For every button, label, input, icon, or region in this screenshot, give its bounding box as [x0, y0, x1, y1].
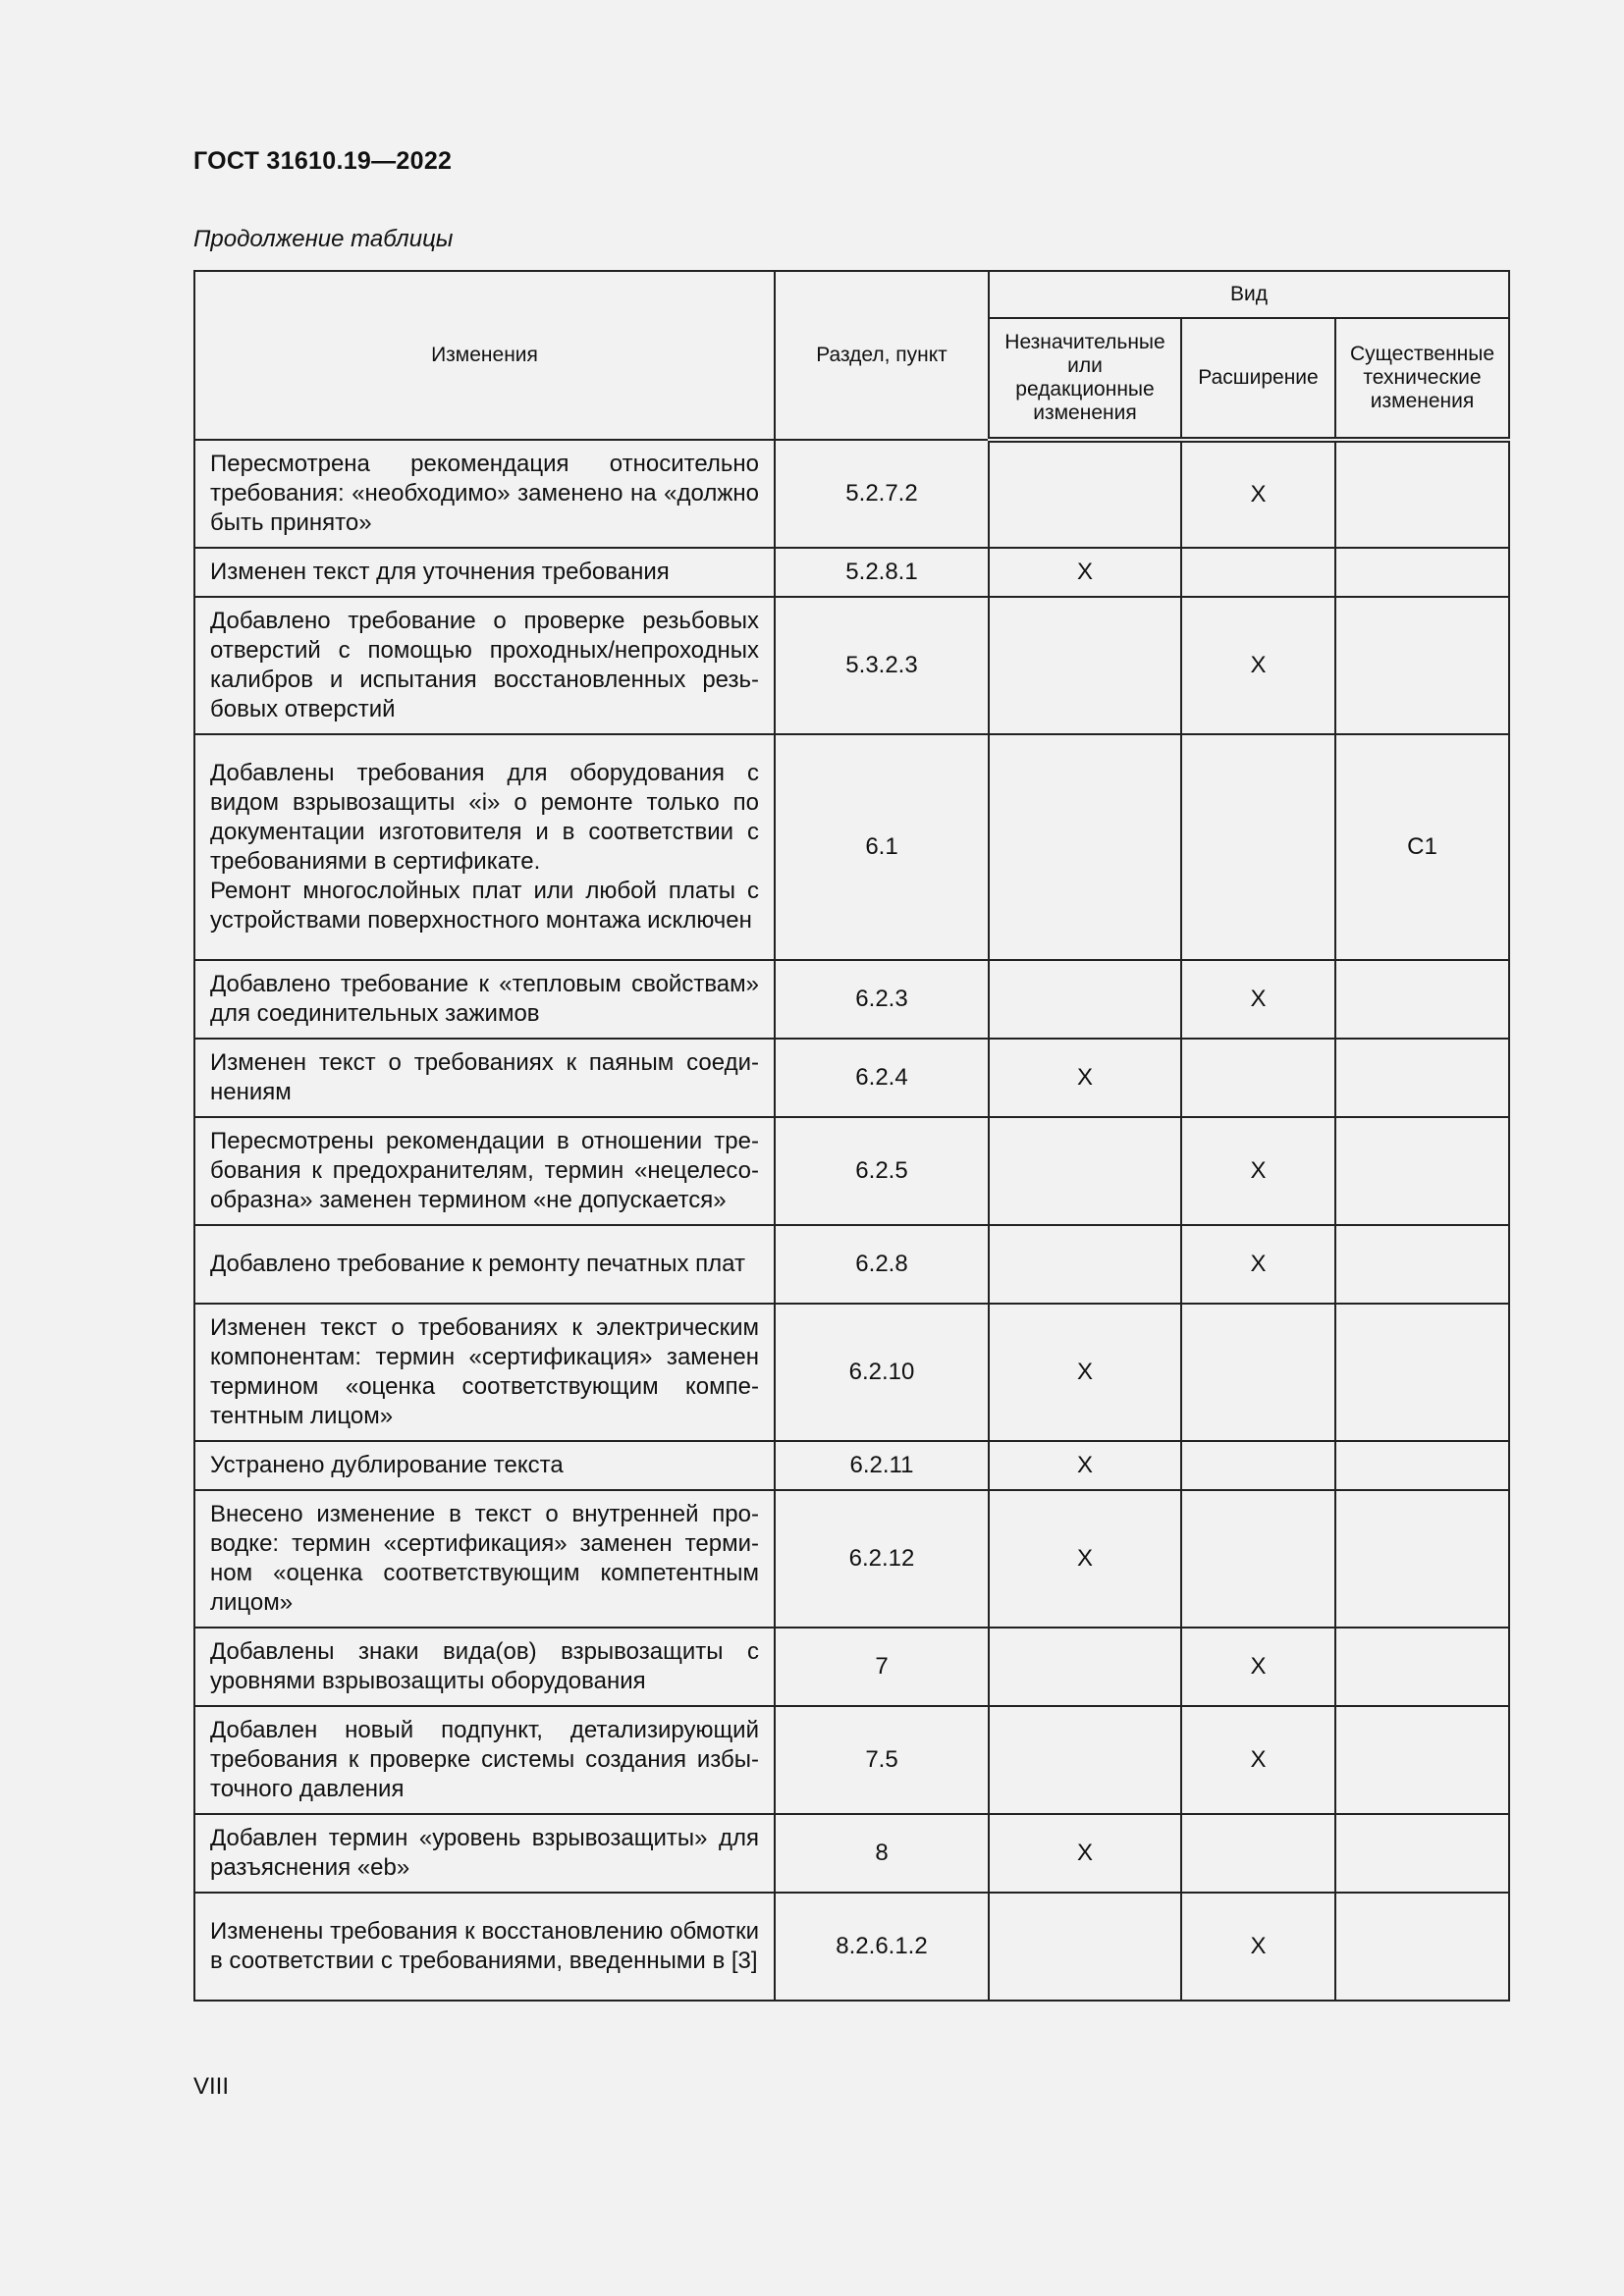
change-description-cell: Изменен текст о требованиях к паяным соединениям [194, 1039, 775, 1117]
header-extension: Расширение [1181, 318, 1335, 440]
extension-cell [1181, 1039, 1335, 1117]
table-row [194, 1225, 1509, 1304]
minor-change-cell: X [989, 548, 1181, 597]
substantial-change-cell [1335, 1706, 1509, 1814]
minor-change-cell: X [989, 1814, 1181, 1893]
header-section: Раздел, пункт [775, 271, 989, 440]
minor-change-cell [989, 734, 1181, 960]
substantial-change-cell [1335, 1814, 1509, 1893]
header-changes: Изменения [194, 271, 775, 440]
minor-change-cell [989, 1706, 1181, 1814]
extension-cell: X [1181, 1117, 1335, 1225]
header-substantial: Существенные технические изменения [1335, 318, 1509, 440]
table-row [194, 1117, 1509, 1225]
section-cell: 5.3.2.3 [775, 597, 989, 734]
minor-change-cell [989, 1628, 1181, 1706]
minor-change-cell: X [989, 1304, 1181, 1441]
section-cell: 6.2.8 [775, 1225, 989, 1304]
section-cell: 6.2.11 [775, 1441, 989, 1490]
minor-change-cell: X [989, 1039, 1181, 1117]
table-continuation-caption: Продолжение таблицы [193, 226, 454, 252]
extension-cell [1181, 734, 1335, 960]
substantial-change-cell [1335, 1117, 1509, 1225]
substantial-change-cell [1335, 1304, 1509, 1441]
section-cell: 8.2.6.1.2 [775, 1893, 989, 2001]
minor-change-cell [989, 1893, 1181, 2001]
extension-cell [1181, 548, 1335, 597]
substantial-change-cell [1335, 1628, 1509, 1706]
minor-change-cell [989, 597, 1181, 734]
table-row [194, 440, 1509, 548]
extension-cell: X [1181, 1706, 1335, 1814]
extension-cell: X [1181, 1893, 1335, 2001]
header-minor: Незначительные или редакционные изменения [989, 318, 1181, 440]
change-description-cell: Добавлено требование к ремонту печатных плат [194, 1225, 775, 1304]
section-cell: 6.2.12 [775, 1490, 989, 1628]
change-description-cell: Внесено изменение в текст о внутренней проводке: термин «сертификация» заменен термином «оценка соответствующим компетентным лицом» [194, 1490, 775, 1628]
minor-change-cell [989, 960, 1181, 1039]
extension-cell: X [1181, 440, 1335, 548]
minor-change-cell: X [989, 1490, 1181, 1628]
change-description-cell: Добавлен термин «уровень взрывозащиты» для разъяснения «eb» [194, 1814, 775, 1893]
change-description-cell: Изменены требования к восстановлению обмотки в соответствии с требованиями, введенными в [3] [194, 1893, 775, 2001]
table-row [194, 1304, 1509, 1441]
extension-cell: X [1181, 1628, 1335, 1706]
section-cell: 6.2.4 [775, 1039, 989, 1117]
table-row [194, 548, 1509, 597]
changes-table [193, 270, 1510, 2002]
minor-change-cell [989, 1117, 1181, 1225]
substantial-change-cell [1335, 548, 1509, 597]
change-description-cell: Добавлен новый подпункт, детализирующий требования к проверке системы создания избыточного давления [194, 1706, 775, 1814]
substantial-change-cell: С1 [1335, 734, 1509, 960]
minor-change-cell: X [989, 1441, 1181, 1490]
extension-cell [1181, 1490, 1335, 1628]
substantial-change-cell [1335, 1490, 1509, 1628]
document-code: ГОСТ 31610.19—2022 [193, 147, 453, 175]
section-cell: 6.2.10 [775, 1304, 989, 1441]
substantial-change-cell [1335, 960, 1509, 1039]
table-row [194, 1039, 1509, 1117]
change-description-cell: Пересмотрена рекомендация относительно требования: «необходимо» заменено на «должно быть принято» [194, 440, 775, 548]
change-description-cell: Пересмотрены рекомендации в отношении требования к предохранителям, термин «нецелесообразна» заменен термином «не допускается» [194, 1117, 775, 1225]
table-row [194, 1893, 1509, 2001]
table-row [194, 1628, 1509, 1706]
extension-cell: X [1181, 1225, 1335, 1304]
substantial-change-cell [1335, 1039, 1509, 1117]
header-kind: Вид [989, 271, 1509, 318]
section-cell: 6.2.5 [775, 1117, 989, 1225]
section-cell: 5.2.8.1 [775, 548, 989, 597]
table-row [194, 597, 1509, 734]
table-row [194, 734, 1509, 960]
change-description-cell: Добавлены знаки вида(ов) взрывозащиты с уровнями взрывозащиты оборудования [194, 1628, 775, 1706]
table-row [194, 960, 1509, 1039]
change-description-cell: Изменен текст для уточнения требования [194, 548, 775, 597]
table-body [194, 440, 1509, 2001]
extension-cell: X [1181, 597, 1335, 734]
extension-cell [1181, 1814, 1335, 1893]
change-description-cell: Добавлено требование о проверке резьбовых отверстий с помощью проходных/непроходных калибров и испытания восстановленных резьбовых отверстий [194, 597, 775, 734]
table-row [194, 1490, 1509, 1628]
extension-cell: X [1181, 960, 1335, 1039]
section-cell: 6.2.3 [775, 960, 989, 1039]
substantial-change-cell [1335, 1225, 1509, 1304]
substantial-change-cell [1335, 1441, 1509, 1490]
change-description-cell: Добавлено требование к «тепловым свойствам» для соединительных зажимов [194, 960, 775, 1039]
section-cell: 6.1 [775, 734, 989, 960]
table-row [194, 1706, 1509, 1814]
change-description-cell: Устранено дублирование текста [194, 1441, 775, 1490]
substantial-change-cell [1335, 1893, 1509, 2001]
minor-change-cell [989, 1225, 1181, 1304]
table-row [194, 1814, 1509, 1893]
section-cell: 7 [775, 1628, 989, 1706]
section-cell: 7.5 [775, 1706, 989, 1814]
section-cell: 5.2.7.2 [775, 440, 989, 548]
minor-change-cell [989, 440, 1181, 548]
page-number: VIII [193, 2073, 230, 2100]
change-description-cell: Добавлены требования для оборудования с видом взрывозащиты «i» о ремонте только по документации изготовителя и в соответствии с требованиями в сертификате. Ремонт многослойных плат или любой платы с устройствами поверхностного монтажа исключен [194, 734, 775, 960]
extension-cell [1181, 1441, 1335, 1490]
extension-cell [1181, 1304, 1335, 1441]
table-row [194, 1441, 1509, 1490]
substantial-change-cell [1335, 597, 1509, 734]
section-cell: 8 [775, 1814, 989, 1893]
substantial-change-cell [1335, 440, 1509, 548]
change-description-cell: Изменен текст о требованиях к электрическим компонентам: термин «сертификация» заменен термином «оценка соответствующим компетентным лицом» [194, 1304, 775, 1441]
